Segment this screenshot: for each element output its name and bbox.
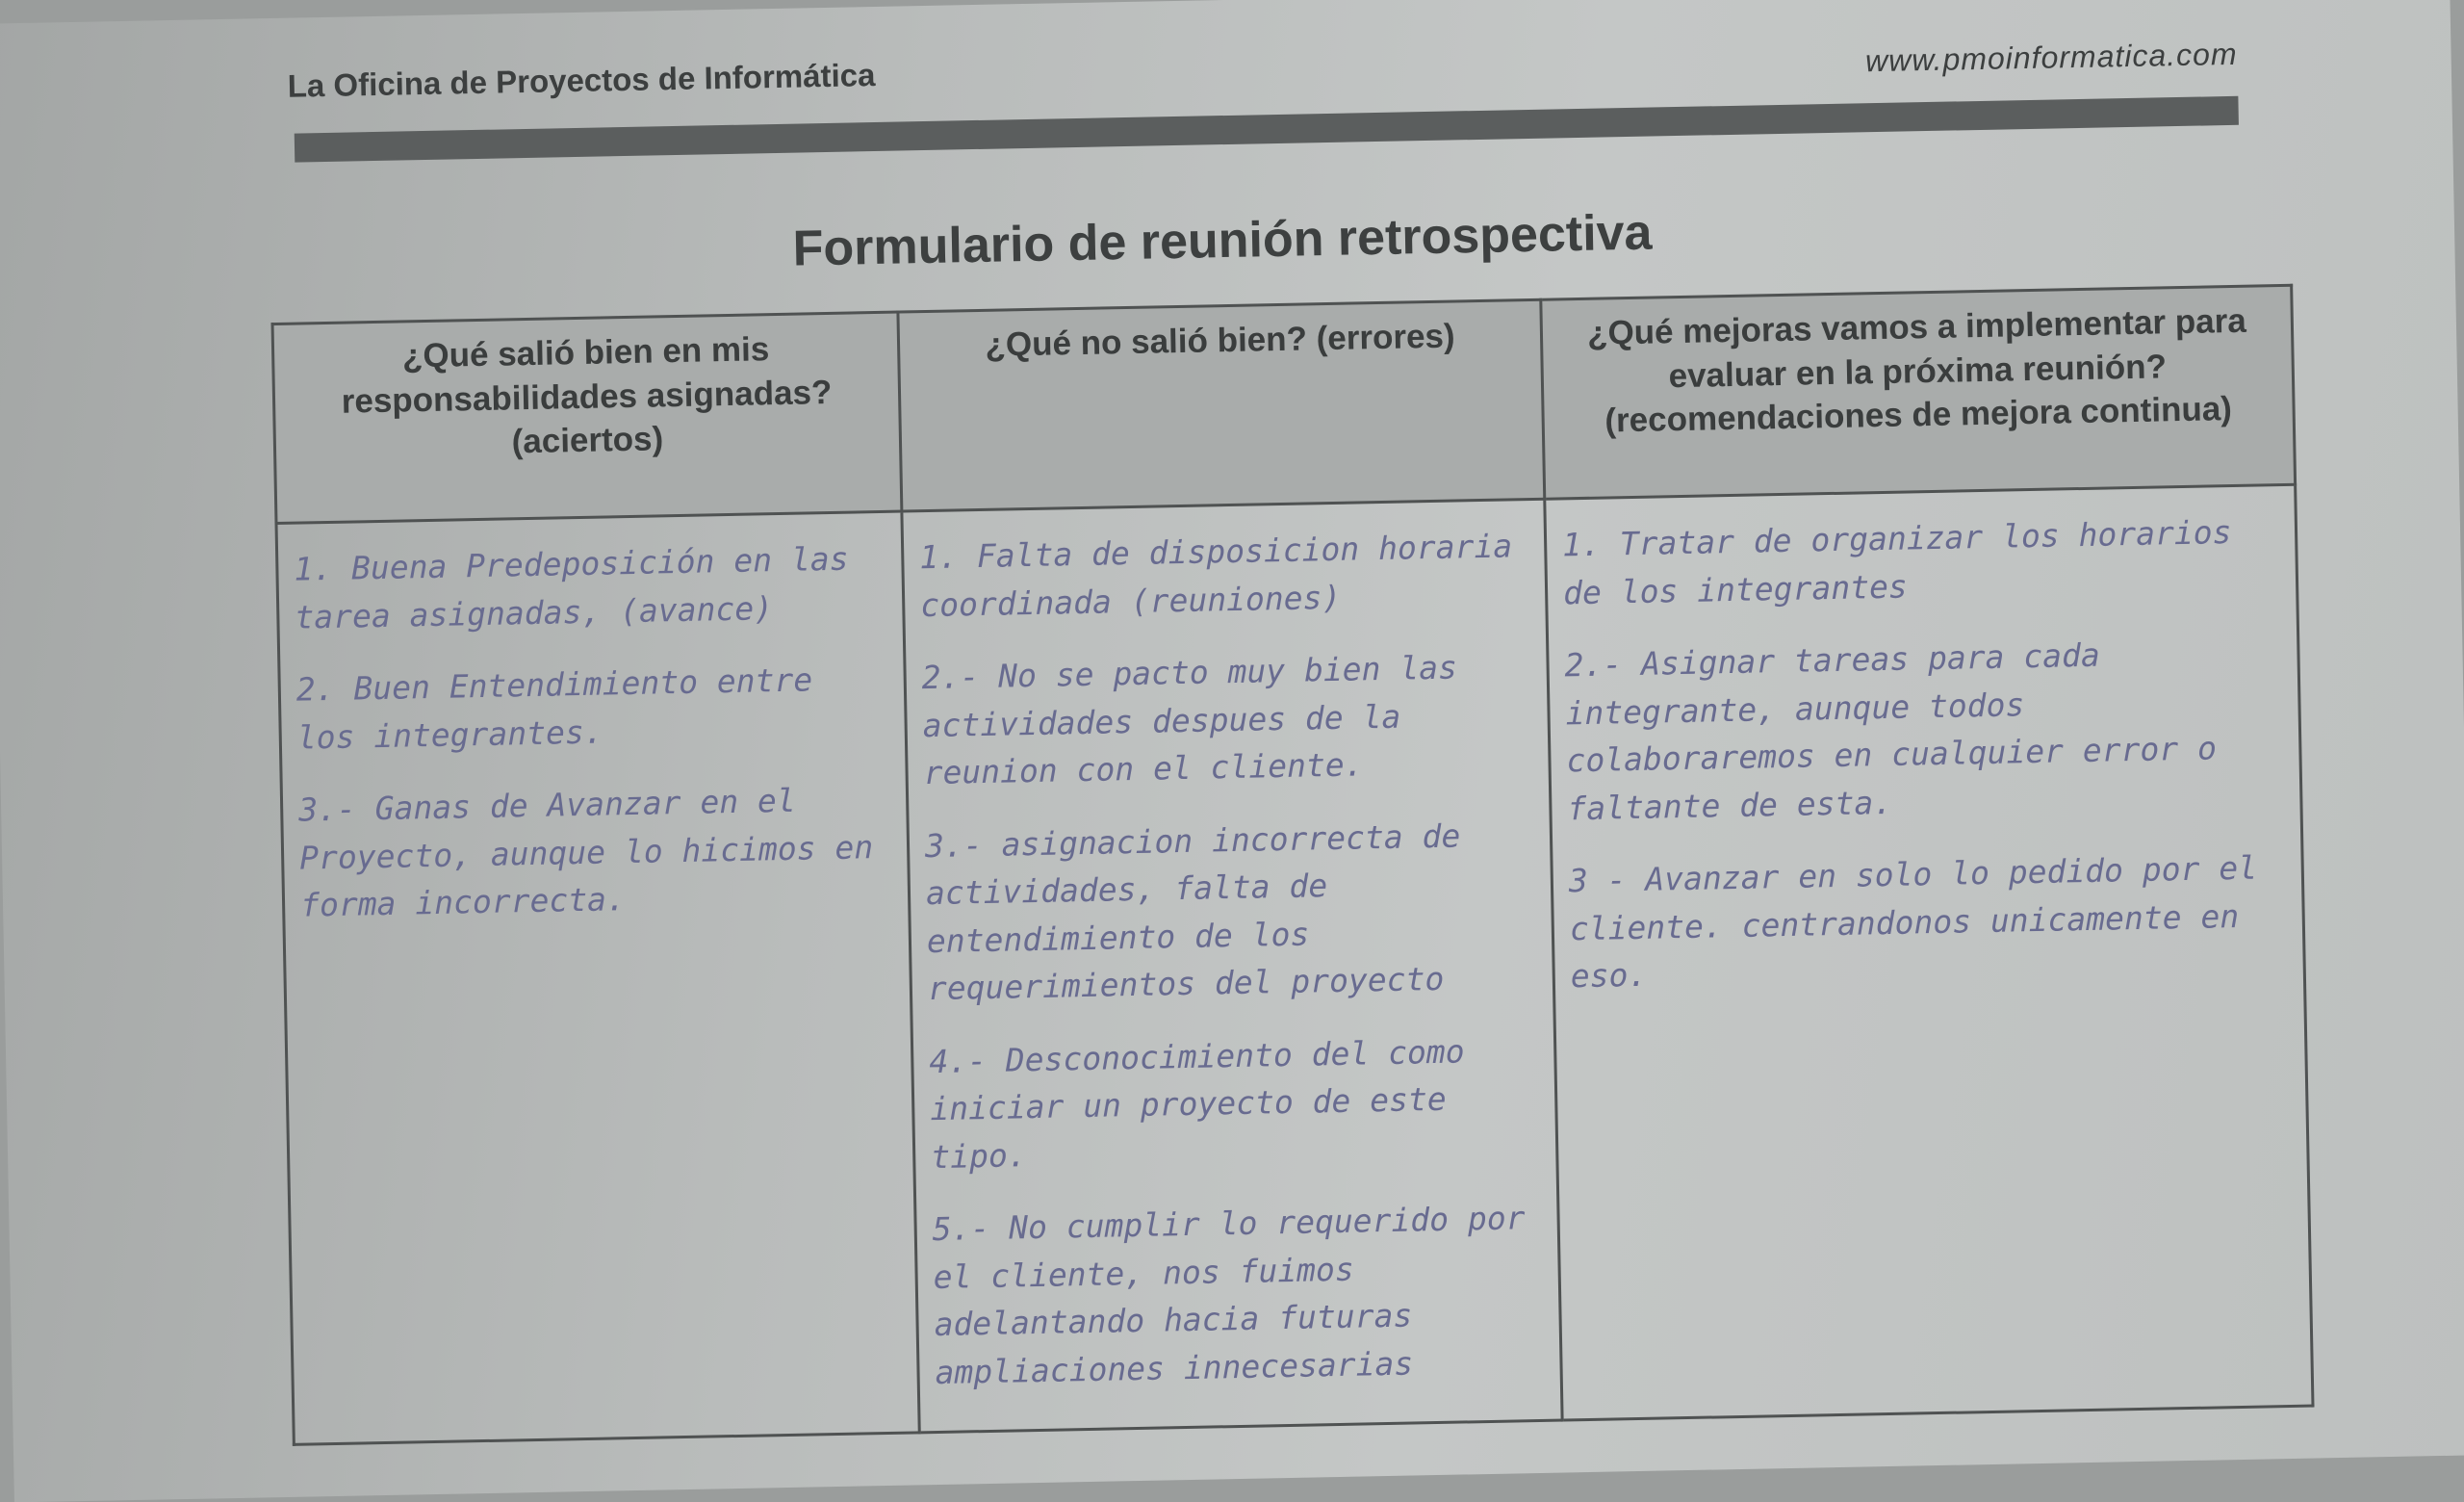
organization-name: La Oficina de Proyectos de Informática [287, 56, 876, 104]
header-mejoras: ¿Qué mejoras vamos a implementar para evaluar en la próxima reunión? (recomendaciones de mejora continua) [1541, 285, 2296, 499]
handwritten-entry: 2.- No se pacto muy bien las actividades despues de la reunion con el cliente. [921, 648, 1458, 792]
retrospective-table [271, 284, 2315, 1446]
handwritten-entry: 2. Buen Entendimiento entre los integrantes. [295, 660, 813, 757]
cell-aciertos [276, 511, 919, 1444]
table-body-row [276, 484, 2313, 1444]
form-title: Formulario de reunión retrospectiva [792, 204, 1653, 277]
cell-mejoras [1545, 484, 2313, 1420]
handwritten-entry: 1. Falta de disposicion horaria coordinada (reuniones) [918, 527, 1513, 624]
handwritten-entry: 2.- Asignar tareas para cada integrante, aunque todos colaboraremos en cualquier error o faltante de esta. [1564, 635, 2218, 827]
handwritten-entry: 5.- No cumplir lo requerido por el cliente, nos fuimos adelantando hacia futuras ampliaciones innecesarias [932, 1199, 1526, 1391]
header-divider-bar [295, 96, 2239, 163]
handwritten-entry: 1. Buena Predeposición en las tarea asignadas, (avance) [294, 539, 849, 636]
cell-errores [902, 499, 1562, 1433]
handwritten-entry: 3.- asignacion incorrecta de actividades, falta de entendimiento de los requerimientos del proyecto [924, 816, 1461, 1008]
website-url: www.pmoinformatica.com [1864, 36, 2238, 79]
handwritten-entry: 3 - Avanzar en solo lo pedido por el cliente. centrandonos unicamente en eso. [1568, 848, 2258, 996]
handwritten-entry: 1. Tratar de organizar los horarios de los integrantes [1561, 513, 2232, 611]
header-aciertos: ¿Qué salió bien en mis responsabilidades asignadas? (aciertos) [272, 312, 902, 523]
table-header-row [272, 285, 2296, 523]
handwritten-entry: 3.- Ganas de Avanzar en el Proyecto, aunque lo hicimos en forma incorrecta. [297, 781, 874, 924]
handwritten-entry: 4.- Desconocimiento del como iniciar un proyecto de este tipo. [928, 1031, 1465, 1176]
header-errores: ¿Qué no salió bien? (errores) [898, 299, 1545, 511]
